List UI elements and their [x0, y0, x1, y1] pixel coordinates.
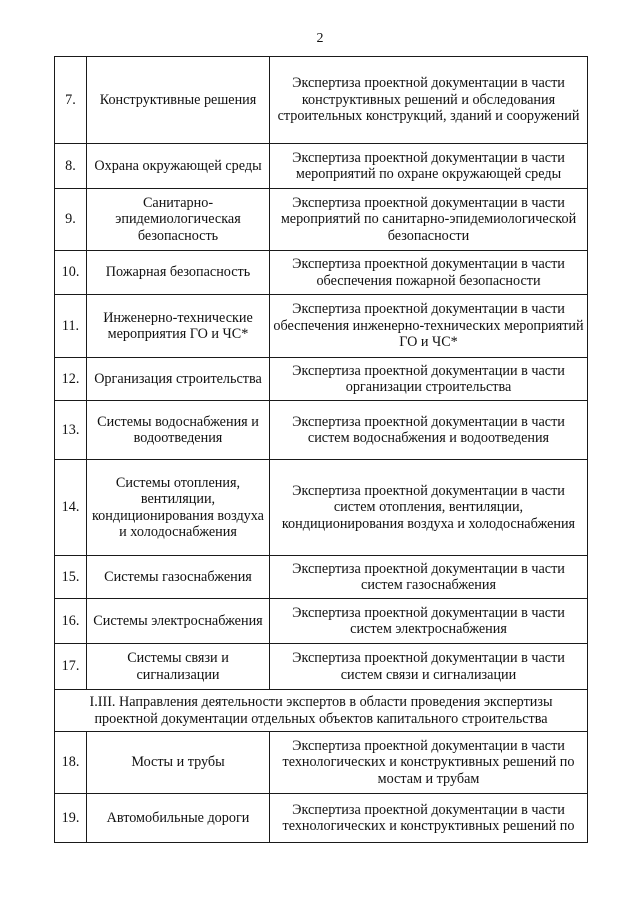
row-number: 14.: [55, 460, 87, 556]
table-row: [55, 189, 588, 251]
row-number: 11.: [55, 295, 87, 358]
expertise-cell: Экспертиза проектной документации в части мероприятий по санитарно-эпидемиологической безопасности: [270, 189, 588, 251]
table-row: [55, 599, 588, 644]
direction-cell: Системы отопления, вентиляции, кондиционирования воздуха и холодоснабжения: [87, 460, 270, 556]
table-row: [55, 732, 588, 794]
table-row: [55, 556, 588, 599]
direction-cell: Системы связи и сигнализации: [87, 644, 270, 690]
row-number: 16.: [55, 599, 87, 644]
expertise-cell: Экспертиза проектной документации в части систем отопления, вентиляции, кондиционирования воздуха и холодоснабжения: [270, 460, 588, 556]
row-number: 19.: [55, 794, 87, 843]
expertise-cell: Экспертиза проектной документации в части мероприятий по охране окружающей среды: [270, 144, 588, 189]
table-row: [55, 644, 588, 690]
direction-cell: Организация строительства: [87, 358, 270, 401]
row-number: 13.: [55, 401, 87, 460]
direction-cell: Мосты и трубы: [87, 732, 270, 794]
direction-cell: Пожарная безопасность: [87, 251, 270, 295]
direction-cell: Инженерно-технические мероприятия ГО и ЧС*: [87, 295, 270, 358]
direction-cell: Санитарно-эпидемиологическая безопасность: [87, 189, 270, 251]
expertise-cell: Экспертиза проектной документации в части конструктивных решений и обследования строительных конструкций, зданий и сооружений: [270, 57, 588, 144]
direction-cell: Системы водоснабжения и водоотведения: [87, 401, 270, 460]
row-number: 15.: [55, 556, 87, 599]
expertise-cell: Экспертиза проектной документации в части организации строительства: [270, 358, 588, 401]
direction-cell: Конструктивные решения: [87, 57, 270, 144]
direction-cell: Автомобильные дороги: [87, 794, 270, 843]
expertise-cell: Экспертиза проектной документации в части обеспечения пожарной безопасности: [270, 251, 588, 295]
section-header-row: [55, 690, 588, 732]
section-title: I.III. Направления деятельности экспертов в области проведения экспертизы проектной документации отдельных объектов капитального строительства: [55, 690, 588, 732]
expertise-cell: Экспертиза проектной документации в части систем водоснабжения и водоотведения: [270, 401, 588, 460]
row-number: 8.: [55, 144, 87, 189]
expertise-cell: Экспертиза проектной документации в части систем газоснабжения: [270, 556, 588, 599]
table-row: [55, 57, 588, 144]
table-row: [55, 295, 588, 358]
table-row: [55, 251, 588, 295]
row-number: 7.: [55, 57, 87, 144]
expertise-cell: Экспертиза проектной документации в части обеспечения инженерно-технических мероприятий ГО и ЧС*: [270, 295, 588, 358]
direction-cell: Охрана окружающей среды: [87, 144, 270, 189]
expertise-cell: Экспертиза проектной документации в части технологических и конструктивных решений по мостам и трубам: [270, 732, 588, 794]
table-row: [55, 144, 588, 189]
expertise-cell: Экспертиза проектной документации в части систем связи и сигнализации: [270, 644, 588, 690]
row-number: 18.: [55, 732, 87, 794]
table-row: [55, 358, 588, 401]
page-number: 2: [316, 31, 324, 46]
table-row: [55, 460, 588, 556]
table-row: [55, 794, 588, 843]
row-number: 9.: [55, 189, 87, 251]
expertise-cell: Экспертиза проектной документации в части систем электроснабжения: [270, 599, 588, 644]
row-number: 10.: [55, 251, 87, 295]
direction-cell: Системы газоснабжения: [87, 556, 270, 599]
table-row: [55, 401, 588, 460]
expertise-cell: Экспертиза проектной документации в части технологических и конструктивных решений по: [270, 794, 588, 843]
direction-cell: Системы электроснабжения: [87, 599, 270, 644]
row-number: 12.: [55, 358, 87, 401]
row-number: 17.: [55, 644, 87, 690]
expertise-directions-table: [54, 56, 588, 843]
